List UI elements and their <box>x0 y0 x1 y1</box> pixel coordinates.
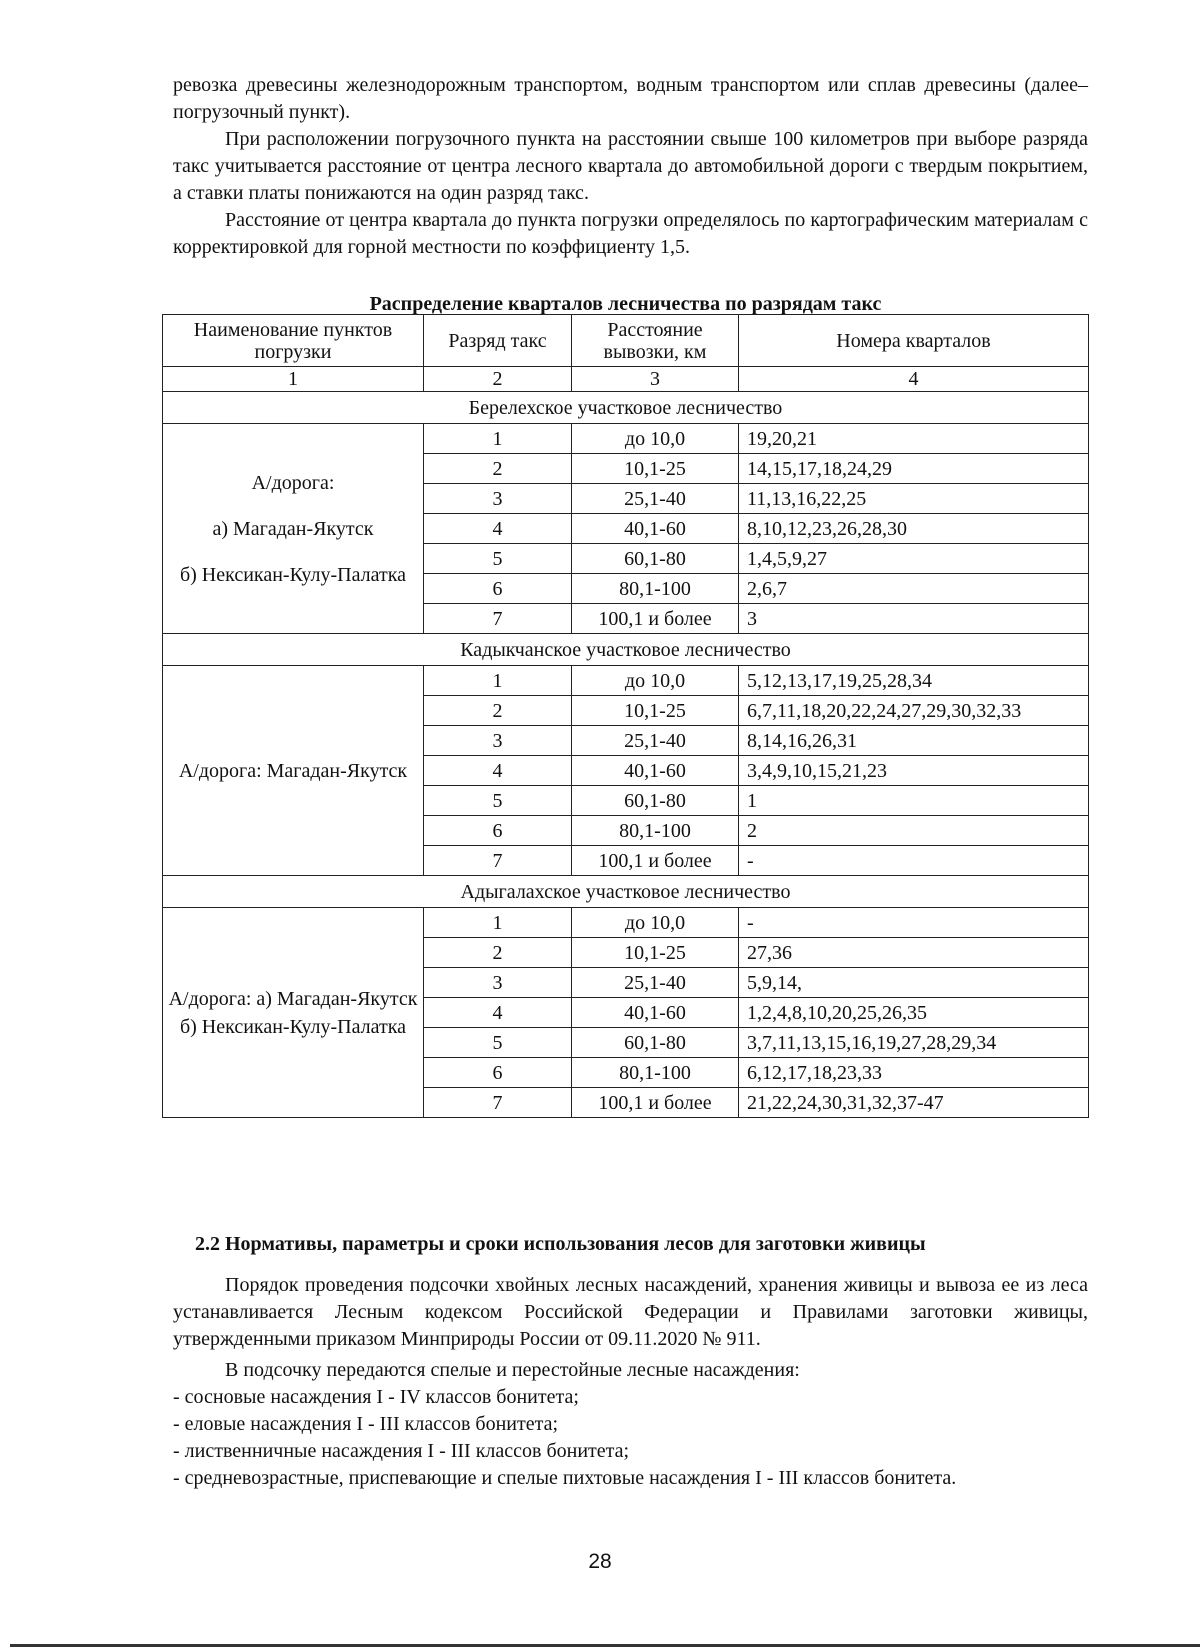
header-cell: Наименование пунктов погрузки <box>163 315 424 367</box>
quarters-cell: 6,12,17,18,23,33 <box>739 1058 1089 1088</box>
column-number-cell: 3 <box>572 367 739 392</box>
loading-point-line: А/дорога: Магадан-Якутск <box>178 759 408 782</box>
tax-rank-cell: 6 <box>424 1058 572 1088</box>
distance-cell: до 10,0 <box>572 666 739 696</box>
intro-paragraph-2: При расположении погрузочного пункта на расстоянии свыше 100 километров при выборе разряда такс учитывается расстояние от центра лесного квартала до автомобильной дороги с твердым покрытием, а ставки платы понижаются на один разряд такс. <box>173 128 1088 204</box>
quarters-cell: 8,14,16,26,31 <box>739 726 1089 756</box>
quarters-cell: 21,22,24,30,31,32,37-47 <box>739 1088 1089 1118</box>
intro-text <box>173 72 1088 261</box>
distance-cell: 10,1-25 <box>572 938 739 968</box>
distance-cell: 60,1-80 <box>572 786 739 816</box>
section-paragraph-1: Порядок проведения подсочки хвойных лесных насаждений, хранения живицы и вывоза ее из леса устанавливается Лесным кодексом Российской Федерации и Правилами заготовки живицы, утвержденными приказом Минприроды России от 09.11.2020 № 911. <box>173 1274 1088 1350</box>
tax-rank-cell: 7 <box>424 1088 572 1118</box>
loading-point-cell <box>163 908 424 1118</box>
column-number-cell: 4 <box>739 367 1089 392</box>
list-item: - средневозрастные, приспевающие и спелые пихтовые насаждения I - III классов бонитета. <box>173 1467 957 1489</box>
quarters-cell: 3 <box>739 604 1089 634</box>
table-row <box>163 424 1089 454</box>
quarters-cell: 19,20,21 <box>739 424 1089 454</box>
list-item: - сосновые насаждения I - IV классов бонитета; <box>173 1386 579 1408</box>
section-2-2-text <box>173 1272 1088 1492</box>
quarters-cell: 11,13,16,22,25 <box>739 484 1089 514</box>
quarters-cell: 3,7,11,13,15,16,19,27,28,29,34 <box>739 1028 1089 1058</box>
loading-point-lines <box>167 757 419 785</box>
loading-point-lines <box>167 469 419 589</box>
loading-point-lines <box>167 985 419 1041</box>
tax-rank-cell: 4 <box>424 998 572 1028</box>
page-number: 28 <box>588 1550 612 1573</box>
quarters-cell: 5,9,14, <box>739 968 1089 998</box>
distance-cell: 10,1-25 <box>572 696 739 726</box>
quarters-cell: 3,4,9,10,15,21,23 <box>739 756 1089 786</box>
section-name-cell: Кадыкчанское участковое лесничество <box>163 634 1089 666</box>
table-row <box>163 666 1089 696</box>
distance-cell: 80,1-100 <box>572 1058 739 1088</box>
distance-cell: 80,1-100 <box>572 816 739 846</box>
distance-cell: до 10,0 <box>572 424 739 454</box>
loading-point-line: б) Нексикан-Кулу-Палатка <box>179 563 407 586</box>
tax-rank-cell: 5 <box>424 544 572 574</box>
tax-rank-cell: 3 <box>424 484 572 514</box>
tax-rank-table <box>162 314 1089 1118</box>
quarters-cell: 2 <box>739 816 1089 846</box>
tax-rank-cell: 4 <box>424 756 572 786</box>
tax-rank-cell: 7 <box>424 846 572 876</box>
quarters-cell: 5,12,13,17,19,25,28,34 <box>739 666 1089 696</box>
quarters-cell: - <box>739 908 1089 938</box>
quarters-cell: 1,4,5,9,27 <box>739 544 1089 574</box>
distance-cell: 25,1-40 <box>572 968 739 998</box>
quarters-cell: 14,15,17,18,24,29 <box>739 454 1089 484</box>
distance-cell: 60,1-80 <box>572 544 739 574</box>
loading-point-cell <box>163 666 424 876</box>
quarters-cell: 6,7,11,18,20,22,24,27,29,30,32,33 <box>739 696 1089 726</box>
distance-cell: 25,1-40 <box>572 484 739 514</box>
tax-rank-cell: 1 <box>424 424 572 454</box>
quarters-cell: 27,36 <box>739 938 1089 968</box>
section-heading: 2.2 Нормативы, параметры и сроки использования лесов для заготовки живицы <box>195 1233 926 1255</box>
table-row <box>163 908 1089 938</box>
tax-rank-cell: 6 <box>424 816 572 846</box>
column-number-cell: 2 <box>424 367 572 392</box>
distance-cell: 100,1 и более <box>572 1088 739 1118</box>
quarters-cell: 8,10,12,23,26,28,30 <box>739 514 1089 544</box>
loading-point-line: А/дорога: <box>251 471 335 494</box>
tax-rank-cell: 4 <box>424 514 572 544</box>
tax-rank-cell: 5 <box>424 1028 572 1058</box>
section-name-cell: Берелехское участковое лесничество <box>163 392 1089 424</box>
distance-cell: 100,1 и более <box>572 846 739 876</box>
loading-point-cell <box>163 424 424 634</box>
section-row <box>163 634 1089 666</box>
loading-point-line: а) Магадан-Якутск <box>212 517 374 540</box>
tax-rank-cell: 2 <box>424 938 572 968</box>
tax-rank-cell: 1 <box>424 908 572 938</box>
quarters-cell: 1,2,4,8,10,20,25,26,35 <box>739 998 1089 1028</box>
section-row <box>163 876 1089 908</box>
section-paragraph-2: В подсочку передаются спелые и перестойные лесные насаждения: <box>225 1359 800 1381</box>
list-item: - лиственничные насаждения I - III классов бонитета; <box>173 1440 630 1462</box>
distance-cell: 10,1-25 <box>572 454 739 484</box>
table-title: Распределение кварталов лесничества по разрядам такс <box>369 293 882 315</box>
tax-rank-cell: 1 <box>424 666 572 696</box>
column-number-row <box>163 367 1089 392</box>
tax-rank-cell: 3 <box>424 726 572 756</box>
bonitet-list <box>173 1384 1088 1492</box>
tax-rank-cell: 7 <box>424 604 572 634</box>
distance-cell: 60,1-80 <box>572 1028 739 1058</box>
loading-point-line: А/дорога: а) Магадан-Якутск <box>168 987 418 1010</box>
bottom-rule <box>10 1644 1200 1647</box>
intro-paragraph-3: Расстояние от центра квартала до пункта погрузки определялось по картографическим материалам с корректировкой для горной местности по коэффициенту 1,5. <box>173 209 1088 258</box>
tax-rank-cell: 6 <box>424 574 572 604</box>
distance-cell: до 10,0 <box>572 908 739 938</box>
distance-cell: 100,1 и более <box>572 604 739 634</box>
quarters-cell: 2,6,7 <box>739 574 1089 604</box>
distance-cell: 40,1-60 <box>572 756 739 786</box>
header-cell: Номера кварталов <box>739 315 1089 367</box>
header-cell: Разряд такс <box>424 315 572 367</box>
header-cell: Расстояние вывозки, км <box>572 315 739 367</box>
distance-cell: 25,1-40 <box>572 726 739 756</box>
loading-point-line: б) Нексикан-Кулу-Палатка <box>179 1015 407 1038</box>
tax-rank-cell: 2 <box>424 696 572 726</box>
section-row <box>163 392 1089 424</box>
tax-rank-cell: 5 <box>424 786 572 816</box>
section-name-cell: Адыгалахское участковое лесничество <box>163 876 1089 908</box>
tax-rank-cell: 2 <box>424 454 572 484</box>
distance-cell: 40,1-60 <box>572 998 739 1028</box>
distance-cell: 40,1-60 <box>572 514 739 544</box>
column-number-cell: 1 <box>163 367 424 392</box>
tax-rank-cell: 3 <box>424 968 572 998</box>
intro-paragraph-1: ревозка древесины железнодорожным транспортом, водным транспортом или сплав древесины (далее–погрузочный пункт). <box>173 74 1088 123</box>
quarters-cell: - <box>739 846 1089 876</box>
quarters-cell: 1 <box>739 786 1089 816</box>
list-item: - еловые насаждения I - III классов бонитета; <box>173 1413 559 1435</box>
table-header-row <box>163 315 1089 367</box>
distance-cell: 80,1-100 <box>572 574 739 604</box>
